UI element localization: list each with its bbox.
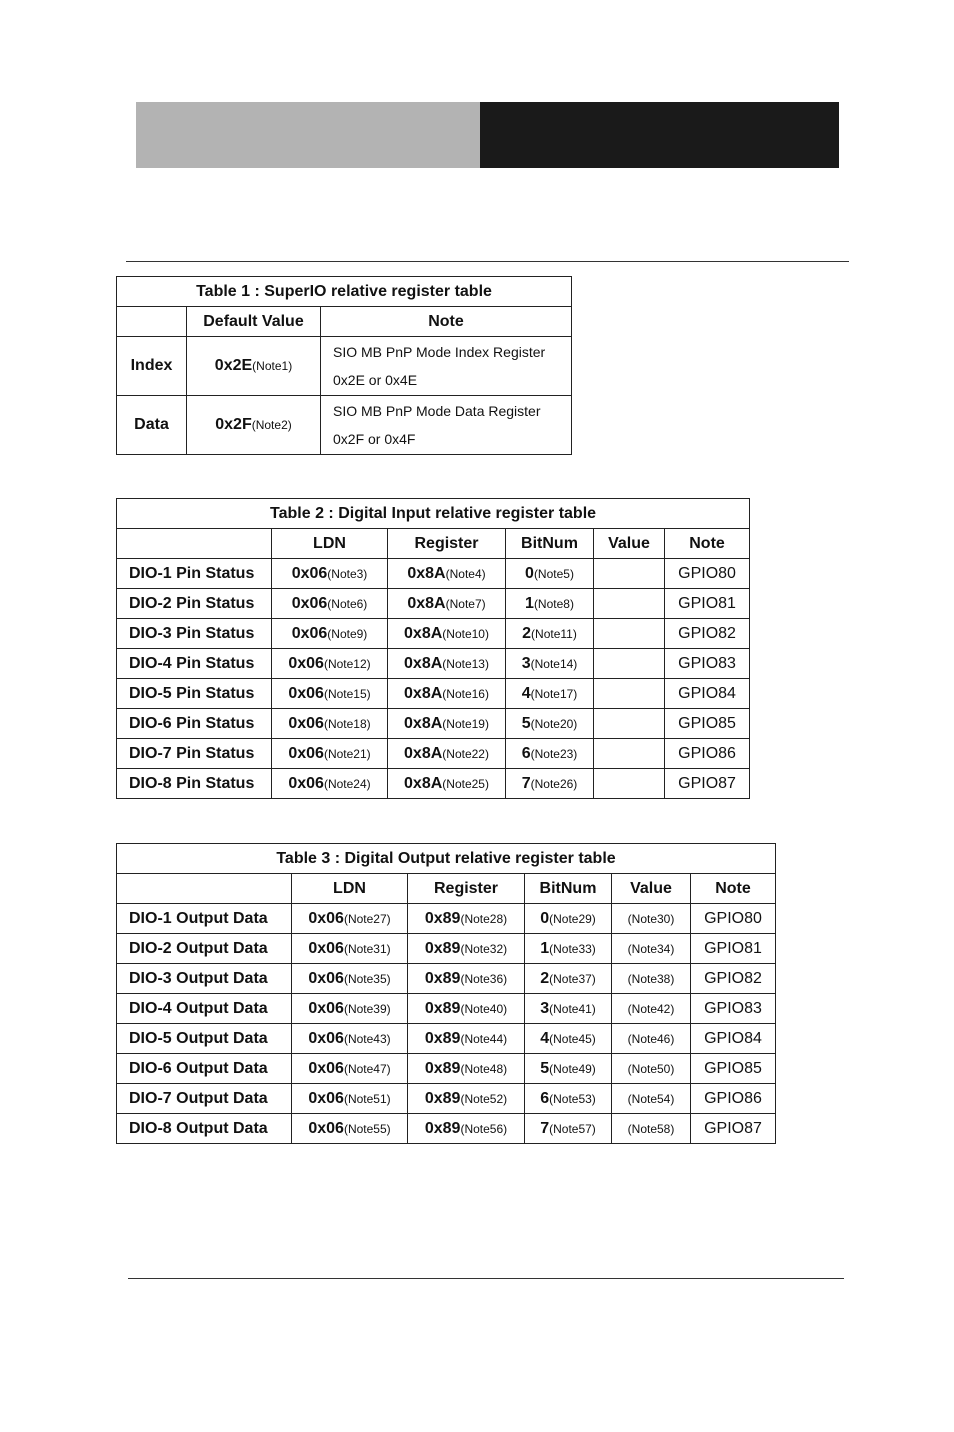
bitnum-value: 1	[525, 594, 534, 612]
register-value: 0x8A	[407, 594, 446, 612]
row-label: DIO-7 Pin Status	[117, 739, 272, 769]
gpio-note: GPIO86	[665, 739, 750, 769]
register-value: 0x8A	[404, 774, 443, 792]
register-note: (Note25)	[442, 776, 489, 791]
bitnum-cell	[506, 769, 594, 799]
ldn-cell	[292, 934, 408, 964]
register-value: 0x89	[424, 999, 461, 1017]
value-note: (Note50)	[627, 1061, 675, 1076]
register-note: (Note36)	[460, 971, 508, 986]
register-note: (Note44)	[460, 1031, 508, 1046]
ldn-value: 0x06	[308, 999, 344, 1017]
gpio-note: GPIO83	[691, 994, 776, 1024]
register-note: (Note4)	[445, 566, 486, 581]
ldn-cell	[292, 904, 408, 934]
table2-body	[117, 559, 750, 799]
table2-header-bitnum: BitNum	[506, 529, 594, 559]
value-note: (Note54)	[627, 1091, 675, 1106]
table1-header-note: Note	[321, 307, 572, 337]
table1-header-default-value: Default Value	[187, 307, 321, 337]
table-row	[117, 396, 572, 455]
gpio-note: GPIO85	[691, 1054, 776, 1084]
value-note: (Note38)	[627, 971, 675, 986]
row-label: DIO-7 Output Data	[117, 1084, 292, 1114]
value-cell	[594, 769, 665, 799]
row-label: DIO-2 Output Data	[117, 934, 292, 964]
register-cell	[388, 769, 506, 799]
register-cell	[408, 994, 525, 1024]
ldn-cell	[292, 964, 408, 994]
table-row	[117, 994, 776, 1024]
superio-register-table	[116, 276, 572, 455]
bitnum-cell	[506, 739, 594, 769]
value-cell	[594, 649, 665, 679]
row-label: DIO-3 Pin Status	[117, 619, 272, 649]
ldn-value: 0x06	[288, 654, 324, 672]
register-note: (Note48)	[460, 1061, 508, 1076]
ldn-value: 0x06	[308, 969, 344, 987]
register-cell	[388, 649, 506, 679]
ldn-note: (Note3)	[327, 566, 368, 581]
value-cell	[612, 1084, 691, 1114]
ldn-cell	[292, 1114, 408, 1144]
ldn-cell	[272, 769, 388, 799]
value-note: (Note34)	[627, 941, 675, 956]
table1-caption: Table 1 : SuperIO relative register table	[117, 277, 572, 307]
bitnum-note: (Note11)	[531, 626, 577, 641]
table3-header-bitnum: BitNum	[525, 874, 612, 904]
bitnum-value: 2	[522, 624, 532, 642]
note-cell	[321, 396, 572, 455]
table3-header-value: Value	[612, 874, 691, 904]
gpio-note: GPIO87	[665, 769, 750, 799]
table2-header-blank	[117, 529, 272, 559]
register-cell	[408, 1114, 525, 1144]
register-value: 0x89	[424, 909, 461, 927]
ldn-value: 0x06	[308, 1119, 344, 1137]
gpio-note: GPIO86	[691, 1084, 776, 1114]
row-label: DIO-8 Output Data	[117, 1114, 292, 1144]
gpio-note: GPIO85	[665, 709, 750, 739]
ldn-cell	[272, 679, 388, 709]
digital-input-register-table	[116, 498, 750, 799]
row-label: DIO-1 Output Data	[117, 904, 292, 934]
register-cell	[388, 559, 506, 589]
ldn-value: 0x06	[308, 909, 344, 927]
note-line: SIO MB PnP Mode Data Register	[333, 403, 541, 419]
register-value: 0x8A	[404, 684, 443, 702]
register-cell	[388, 709, 506, 739]
register-note: (Note13)	[442, 656, 489, 671]
default-value: 0x2F	[215, 416, 252, 433]
table-row	[117, 1114, 776, 1144]
table-row	[117, 589, 750, 619]
register-note: (Note19)	[442, 716, 489, 731]
ldn-value: 0x06	[308, 1029, 344, 1047]
row-label: DIO-5 Pin Status	[117, 679, 272, 709]
header-band-light	[136, 102, 480, 168]
bitnum-cell	[525, 1084, 612, 1114]
gpio-note: GPIO81	[691, 934, 776, 964]
bitnum-cell	[525, 1024, 612, 1054]
register-note: (Note32)	[460, 941, 508, 956]
row-label: DIO-4 Pin Status	[117, 649, 272, 679]
row-label: DIO-1 Pin Status	[117, 559, 272, 589]
value-cell	[612, 994, 691, 1024]
bitnum-cell	[506, 649, 594, 679]
table-row	[117, 337, 572, 396]
bitnum-value: 4	[521, 684, 531, 702]
top-divider	[126, 261, 849, 262]
ldn-note: (Note18)	[323, 716, 371, 731]
row-label: DIO-6 Pin Status	[117, 709, 272, 739]
ldn-value: 0x06	[291, 594, 328, 612]
register-note: (Note7)	[445, 596, 486, 611]
register-cell	[388, 739, 506, 769]
register-value: 0x89	[424, 1089, 461, 1107]
register-note: (Note10)	[442, 626, 489, 641]
table-row	[117, 679, 750, 709]
bitnum-value: 4	[540, 1029, 550, 1047]
table-row	[117, 739, 750, 769]
ldn-value: 0x06	[308, 939, 344, 957]
ldn-note: (Note27)	[343, 911, 391, 926]
table-row	[117, 934, 776, 964]
bitnum-cell	[525, 1114, 612, 1144]
default-value-note: (Note1)	[252, 359, 293, 373]
register-note: (Note16)	[442, 686, 489, 701]
table-row	[117, 1024, 776, 1054]
table-row	[117, 904, 776, 934]
bitnum-value: 7	[521, 774, 531, 792]
register-cell	[408, 1054, 525, 1084]
value-note: (Note30)	[627, 911, 675, 926]
bitnum-note: (Note8)	[533, 596, 574, 611]
bitnum-note: (Note57)	[549, 1121, 596, 1136]
bitnum-value: 5	[521, 714, 531, 732]
bitnum-value: 6	[540, 1089, 550, 1107]
bitnum-cell	[525, 934, 612, 964]
default-value: 0x2E	[214, 357, 253, 374]
default-value-note: (Note2)	[251, 418, 292, 432]
table2-caption: Table 2 : Digital Input relative register table	[117, 499, 750, 529]
bitnum-note: (Note26)	[530, 776, 578, 791]
register-cell	[408, 1024, 525, 1054]
register-cell	[408, 904, 525, 934]
ldn-value: 0x06	[288, 774, 324, 792]
register-value: 0x8A	[404, 654, 443, 672]
ldn-note: (Note31)	[343, 941, 391, 956]
register-cell	[388, 679, 506, 709]
ldn-value: 0x06	[308, 1089, 344, 1107]
register-note: (Note40)	[460, 1001, 508, 1016]
note-line: 0x2F or 0x4F	[333, 431, 416, 447]
value-cell	[612, 934, 691, 964]
register-value: 0x89	[424, 1059, 461, 1077]
bitnum-cell	[525, 994, 612, 1024]
bitnum-cell	[525, 904, 612, 934]
value-cell	[594, 709, 665, 739]
note-line: SIO MB PnP Mode Index Register	[333, 344, 546, 360]
value-note: (Note46)	[627, 1031, 675, 1046]
row-label: DIO-5 Output Data	[117, 1024, 292, 1054]
ldn-value: 0x06	[288, 714, 324, 732]
value-cell	[594, 679, 665, 709]
gpio-note: GPIO80	[665, 559, 750, 589]
ldn-note: (Note35)	[343, 971, 391, 986]
row-label: DIO-3 Output Data	[117, 964, 292, 994]
table-row	[117, 769, 750, 799]
table-row	[117, 649, 750, 679]
bitnum-note: (Note33)	[549, 941, 596, 956]
row-label: Index	[117, 337, 187, 396]
value-cell	[612, 904, 691, 934]
register-value: 0x8A	[404, 744, 443, 762]
register-note: (Note28)	[460, 911, 508, 926]
row-label: DIO-6 Output Data	[117, 1054, 292, 1084]
gpio-note: GPIO84	[665, 679, 750, 709]
row-label: DIO-4 Output Data	[117, 994, 292, 1024]
ldn-cell	[272, 649, 388, 679]
bitnum-note: (Note53)	[549, 1091, 596, 1106]
digital-output-register-table	[116, 843, 776, 1144]
bitnum-note: (Note23)	[530, 746, 578, 761]
register-value: 0x89	[424, 939, 461, 957]
ldn-value: 0x06	[291, 564, 328, 582]
bitnum-note: (Note17)	[530, 686, 578, 701]
value-cell	[594, 739, 665, 769]
table1-header-blank	[117, 307, 187, 337]
table-row	[117, 709, 750, 739]
value-cell	[612, 1114, 691, 1144]
register-note: (Note22)	[442, 746, 489, 761]
table-row	[117, 1084, 776, 1114]
table-row	[117, 559, 750, 589]
value-cell	[594, 589, 665, 619]
bitnum-value: 0	[525, 564, 534, 582]
ldn-cell	[272, 589, 388, 619]
bitnum-note: (Note41)	[549, 1001, 596, 1016]
table-row	[117, 1054, 776, 1084]
register-cell	[408, 964, 525, 994]
bitnum-cell	[525, 964, 612, 994]
note-cell	[321, 337, 572, 396]
default-value-cell	[187, 396, 321, 455]
value-note: (Note58)	[627, 1121, 675, 1136]
register-cell	[408, 1084, 525, 1114]
table-row	[117, 619, 750, 649]
table2-header-register: Register	[388, 529, 506, 559]
bitnum-note: (Note29)	[549, 911, 596, 926]
note-line: 0x2E or 0x4E	[333, 372, 418, 388]
ldn-note: (Note55)	[343, 1121, 391, 1136]
ldn-note: (Note6)	[327, 596, 368, 611]
gpio-note: GPIO83	[665, 649, 750, 679]
ldn-note: (Note24)	[323, 776, 371, 791]
ldn-note: (Note9)	[327, 626, 368, 641]
table3-body	[117, 904, 776, 1144]
value-cell	[594, 559, 665, 589]
ldn-cell	[272, 559, 388, 589]
ldn-cell	[272, 619, 388, 649]
default-value-cell	[187, 337, 321, 396]
ldn-cell	[292, 1084, 408, 1114]
bitnum-value: 6	[521, 744, 531, 762]
ldn-note: (Note47)	[343, 1061, 391, 1076]
bitnum-value: 5	[540, 1059, 550, 1077]
gpio-note: GPIO84	[691, 1024, 776, 1054]
ldn-cell	[292, 1024, 408, 1054]
register-value: 0x8A	[407, 564, 446, 582]
bitnum-value: 1	[540, 939, 550, 957]
bitnum-cell	[506, 679, 594, 709]
ldn-value: 0x06	[288, 684, 324, 702]
register-note: (Note56)	[460, 1121, 508, 1136]
table3-header-register: Register	[408, 874, 525, 904]
bitnum-note: (Note14)	[530, 656, 578, 671]
table3-caption: Table 3 : Digital Output relative register table	[117, 844, 776, 874]
ldn-note: (Note39)	[343, 1001, 391, 1016]
register-value: 0x8A	[404, 714, 443, 732]
ldn-cell	[292, 994, 408, 1024]
bitnum-value: 7	[540, 1119, 550, 1137]
bitnum-value: 3	[521, 654, 531, 672]
ldn-note: (Note12)	[323, 656, 371, 671]
gpio-note: GPIO87	[691, 1114, 776, 1144]
ldn-note: (Note51)	[343, 1091, 391, 1106]
ldn-value: 0x06	[288, 744, 324, 762]
bitnum-cell	[506, 589, 594, 619]
value-cell	[594, 619, 665, 649]
value-cell	[612, 1054, 691, 1084]
ldn-note: (Note43)	[343, 1031, 391, 1046]
register-value: 0x89	[424, 1029, 461, 1047]
table2-header-ldn: LDN	[272, 529, 388, 559]
table3-header-ldn: LDN	[292, 874, 408, 904]
table-row	[117, 964, 776, 994]
register-cell	[408, 934, 525, 964]
bitnum-cell	[506, 709, 594, 739]
register-value: 0x8A	[404, 624, 443, 642]
gpio-note: GPIO82	[665, 619, 750, 649]
value-cell	[612, 964, 691, 994]
table3-header-blank	[117, 874, 292, 904]
gpio-note: GPIO80	[691, 904, 776, 934]
register-value: 0x89	[424, 969, 461, 987]
bitnum-note: (Note20)	[530, 716, 578, 731]
table3-header-note: Note	[691, 874, 776, 904]
bitnum-note: (Note49)	[549, 1061, 596, 1076]
bottom-divider	[128, 1278, 844, 1279]
table2-header-note: Note	[665, 529, 750, 559]
gpio-note: GPIO81	[665, 589, 750, 619]
bitnum-cell	[506, 619, 594, 649]
bitnum-value: 2	[540, 969, 550, 987]
ldn-note: (Note21)	[323, 746, 371, 761]
value-note: (Note42)	[627, 1001, 675, 1016]
bitnum-value: 0	[540, 909, 550, 927]
ldn-value: 0x06	[291, 624, 328, 642]
bitnum-cell	[525, 1054, 612, 1084]
ldn-cell	[272, 709, 388, 739]
register-note: (Note52)	[460, 1091, 508, 1106]
ldn-note: (Note15)	[323, 686, 371, 701]
table2-header-value: Value	[594, 529, 665, 559]
bitnum-note: (Note37)	[549, 971, 596, 986]
ldn-cell	[292, 1054, 408, 1084]
register-cell	[388, 619, 506, 649]
bitnum-note: (Note5)	[533, 566, 574, 581]
value-cell	[612, 1024, 691, 1054]
ldn-cell	[272, 739, 388, 769]
gpio-note: GPIO82	[691, 964, 776, 994]
register-cell	[388, 589, 506, 619]
bitnum-value: 3	[540, 999, 550, 1017]
row-label: DIO-8 Pin Status	[117, 769, 272, 799]
ldn-value: 0x06	[308, 1059, 344, 1077]
row-label: Data	[117, 396, 187, 455]
header-band-dark	[480, 102, 839, 168]
bitnum-note: (Note45)	[549, 1031, 596, 1046]
register-value: 0x89	[424, 1119, 461, 1137]
bitnum-cell	[506, 559, 594, 589]
row-label: DIO-2 Pin Status	[117, 589, 272, 619]
